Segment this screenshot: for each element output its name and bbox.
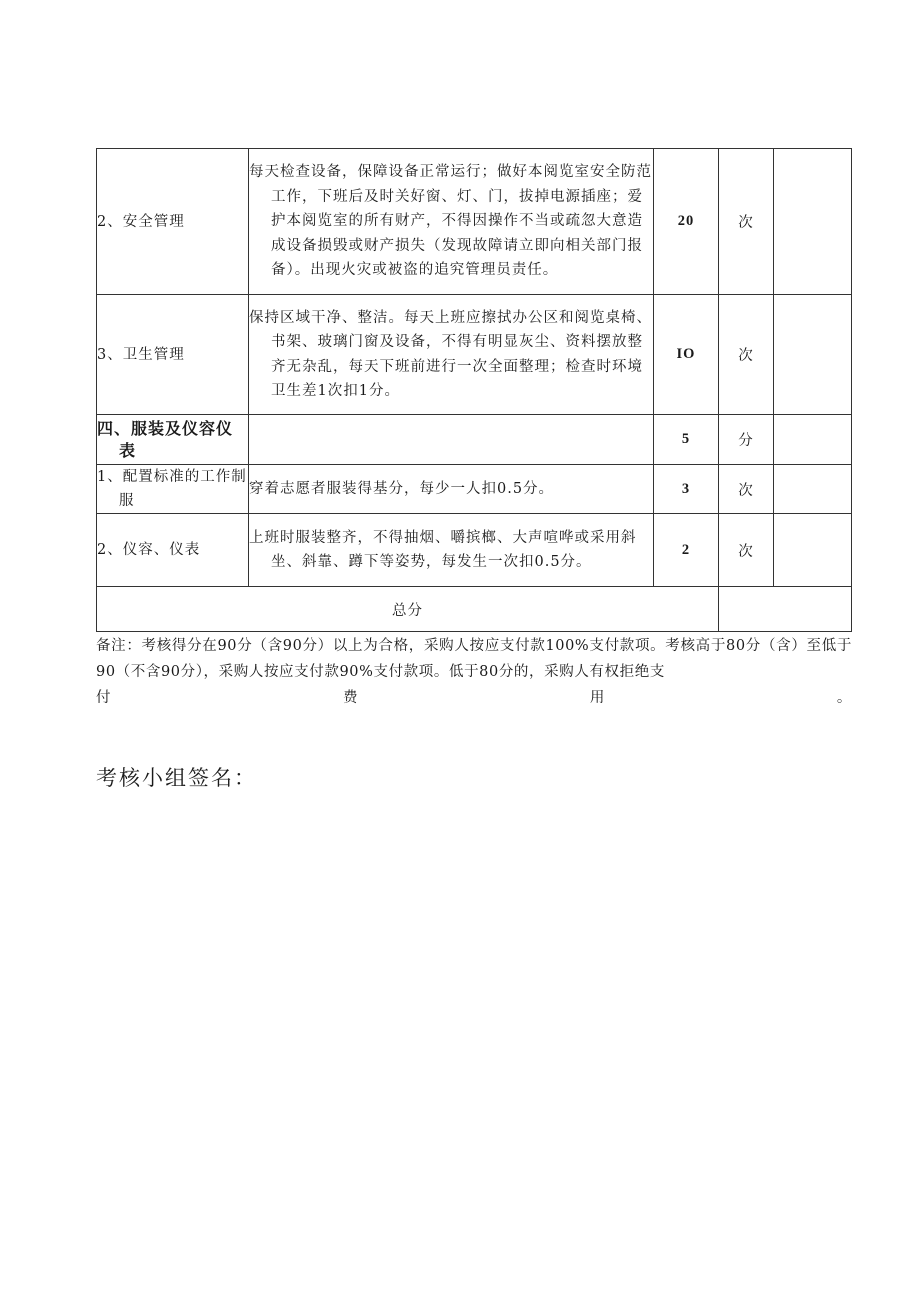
item-unit: 次	[719, 514, 774, 587]
remarks-last-line	[96, 685, 852, 711]
total-label: 总分	[97, 587, 719, 632]
item-unit: 次	[719, 149, 774, 295]
item-name: 3、卫生管理	[97, 295, 249, 415]
item-score: 2	[654, 514, 719, 587]
item-deduction	[774, 149, 852, 295]
item-name: 1、配置标准的工作制服	[97, 465, 249, 514]
item-deduction	[774, 465, 852, 514]
remarks-char: 付	[96, 690, 112, 706]
remarks-char: 费	[342, 690, 359, 706]
table-row	[97, 149, 852, 295]
item-standard: 保持区域干净、整洁。每天上班应擦拭办公区和阅览桌椅、书架、玻璃门窗及设备，不得有明显灰尘、资料摆放整齐无杂乱，每天下班前进行一次全面整理；检查时环境卫生差1次扣1分。	[249, 295, 654, 415]
item-standard	[249, 415, 654, 465]
item-deduction	[774, 514, 852, 587]
total-row	[97, 587, 852, 632]
item-deduction	[774, 415, 852, 465]
remarks-text: 备注：考核得分在90分（含90分）以上为合格，采购人按应支付款100%支付款项。考核高于80分（含）至低于90（不含90分），采购人按应支付款90%支付款项。低于80分的，采购人有权拒绝支	[96, 638, 852, 680]
item-unit: 次	[719, 465, 774, 514]
signature-label: 考核小组签名：	[96, 766, 257, 790]
remarks	[96, 633, 852, 711]
item-score: IO	[654, 295, 719, 415]
item-score: 3	[654, 465, 719, 514]
item-name: 2、仪容、仪表	[97, 514, 249, 587]
item-score: 20	[654, 149, 719, 295]
table-row	[97, 295, 852, 415]
item-standard: 每天检查设备，保障设备正常运行；做好本阅览室安全防范工作，下班后及时关好窗、灯、门，拔掉电源插座；爱护本阅览室的所有财产，不得因操作不当或疏忽大意造成设备损毁或财产损失（发现故障请立即向相关部门报备）。出现火灾或被盗的追究管理员责任。	[249, 149, 654, 295]
item-standard: 上班时服装整齐，不得抽烟、嚼摈榔、大声喧哗或采用斜坐、斜靠、蹲下等姿势，每发生一次扣0.5分。	[249, 514, 654, 587]
section-row	[97, 415, 852, 465]
total-value	[719, 587, 852, 632]
section-title: 四、服装及仪容仪表	[97, 415, 249, 465]
item-unit: 分	[719, 415, 774, 465]
item-name: 2、安全管理	[97, 149, 249, 295]
evaluation-table	[96, 148, 852, 632]
item-deduction	[774, 295, 852, 415]
item-standard: 穿着志愿者服装得基分，每少一人扣0.5分。	[249, 465, 654, 514]
item-unit: 次	[719, 295, 774, 415]
item-score: 5	[654, 415, 719, 465]
remarks-char: 。	[836, 690, 852, 706]
remarks-char: 用	[589, 690, 606, 706]
table-row	[97, 465, 852, 514]
table-row	[97, 514, 852, 587]
